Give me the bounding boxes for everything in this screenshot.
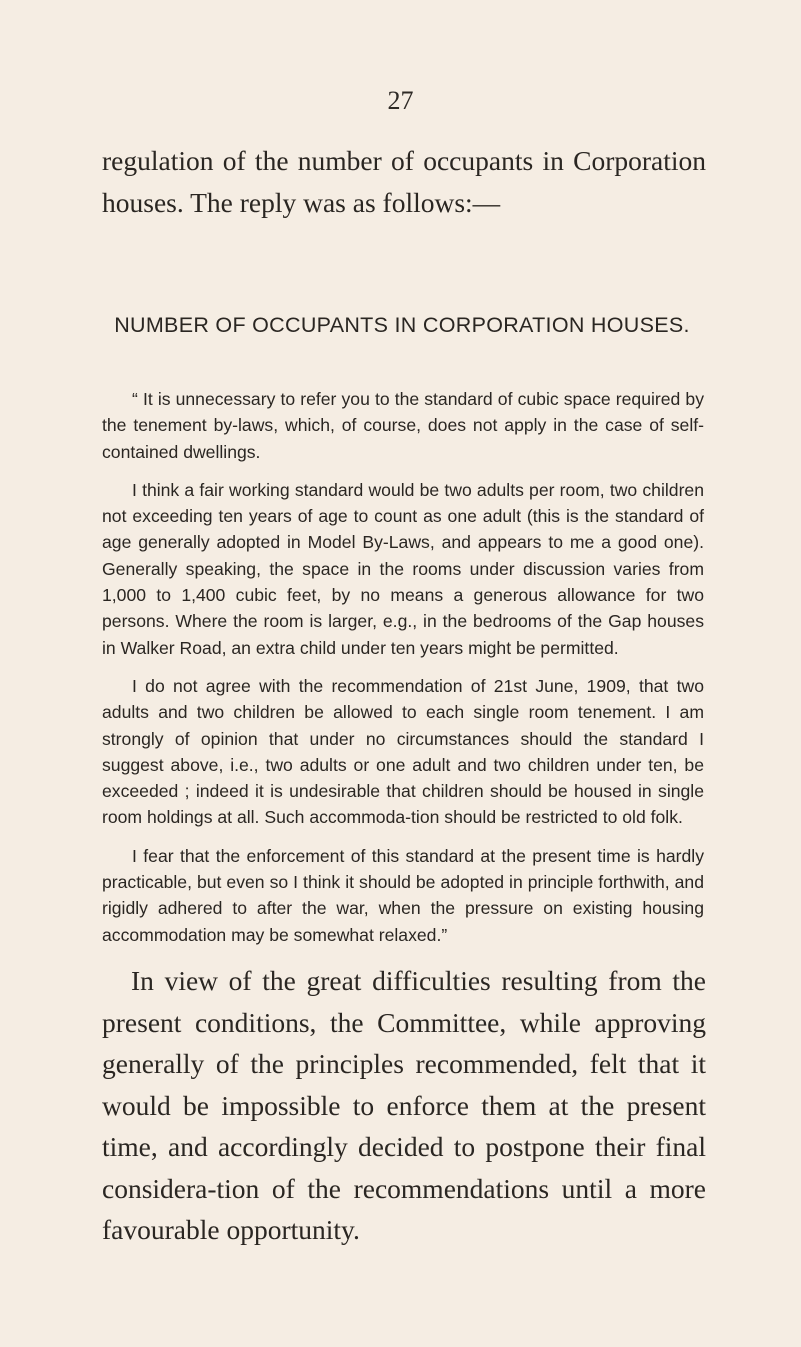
quote-paragraph-2: I think a fair working standard would be two adults per room, two children not exceeding ten years of age to count as one adult (this is the standard of age generally adopted in Model By-Laws, and appears to me a good one). Generally speaking, the space in the rooms under discussion varies from 1,000 to 1,400 cubic feet, by no means a generous allowance for two persons. Where the room is larger, e.g., in the bedrooms of the Gap houses in Walker Road, an extra child under ten years might be permitted. <box>102 479 704 658</box>
intro-paragraph: regulation of the number of occupants in Corporation houses. The reply was as follows:— <box>102 145 706 218</box>
section-heading: NUMBER OF OCCUPANTS IN CORPORATION HOUSES. <box>114 313 690 337</box>
quoted-reply <box>102 386 704 960</box>
closing-paragraph: In view of the great difficulties resulting from the present conditions, the Committee, while approving generally of the principles recommended, felt that it would be impossible to enforce them at the present time, and accordingly decided to postpone their final considera-tion of the recommendations until a more favourable opportunity. <box>102 965 706 1245</box>
quote-paragraph-3: I do not agree with the recommendation of 21st June, 1909, that two adults and two children be allowed to each single room tenement. I am strongly of opinion that under no circumstances should the standard I suggest above, i.e., two adults or one adult and two children under ten, be exceeded ; indeed it is undesirable that children should be housed in single room holdings at all. Such accommoda-tion should be restricted to old folk. <box>102 675 704 828</box>
page-number: 27 <box>387 86 414 115</box>
quote-paragraph-1: “ It is unnecessary to refer you to the standard of cubic space required by the tenement by-laws, which, of course, does not apply in the case of self-contained dwellings. <box>102 389 704 462</box>
quote-paragraph-4: I fear that the enforcement of this standard at the present time is hardly practicable, but even so I think it should be adopted in principle forthwith, and rigidly adhered to after the war, when the pressure on existing housing accommodation may be somewhat relaxed.” <box>102 845 704 945</box>
